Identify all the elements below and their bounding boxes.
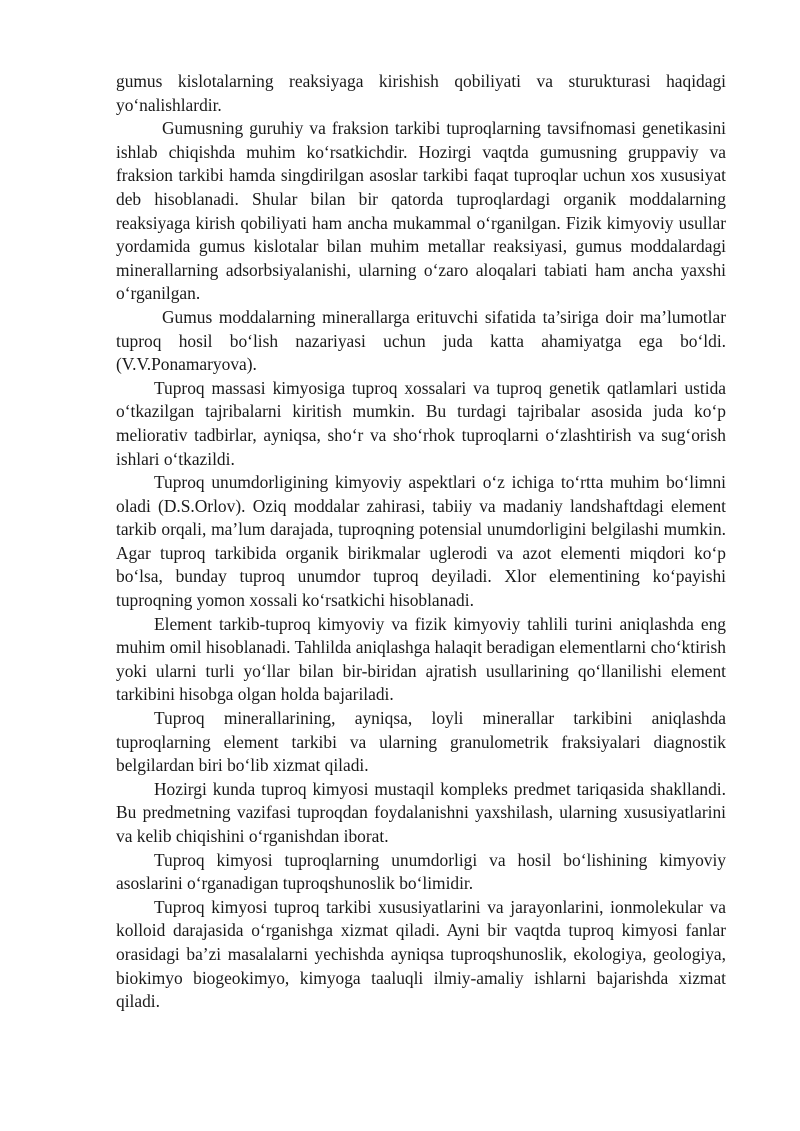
paragraph-element-tarkib: Element tarkib-tuproq kimyoviy va fizik kimyoviy tahlili turini aniqlashda eng muhim omil hisoblanadi. Tahlilda aniqlashga halaqit beradigan elementlarni cho‘ktirish yoki ularni turli yo‘llar bilan bir-biridan ajratish usullarining qo‘llanilishi element tarkibini hisobga olgan holda bajariladi. (116, 613, 726, 705)
paragraph-tuproq-massasi: Tuproq massasi kimyosiga tuproq xossalari va tuproq genetik qatlamlari ustida o‘tkazilgan tajribalarni kiritish mumkin. Bu turdagi tajribalar asosida juda ko‘p meliorativ tadbirlar, ayniqsa, sho‘r va sho‘rhok tuproqlarni o‘zlashtirish va sug‘orish ishlari o‘tkazildi. (116, 377, 726, 469)
paragraph-kompleks-predmet: Hozirgi kunda tuproq kimyosi mustaqil kompleks predmet tariqasida shakllandi. Bu predmetning vazifasi tuproqdan foydalanishni yaxshilash, ularning xususiyatlarini va kelib chiqishini o‘rganishdan iborat. (116, 778, 726, 846)
paragraph-tuproq-kimyosi-role: Tuproq kimyosi tuproq tarkibi xususiyatlarini va jarayonlarini, ionmolekular va kolloid darajasida o‘rganishga xizmat qiladi. Ayni bir vaqtda tuproq kimyosi fanlar orasidagi ba’zi masalalarni yechishda ayniqsa tuproqshunoslik, ekologiya, geologiya, biokimyo biogeokimyo, kimyoga taaluqli ilmiy-amaliy ishlarni bajarishda xizmat qiladi. (116, 896, 726, 1012)
paragraph-gumus-minerallar: Gumus moddalarning minerallarga erituvchi sifatida ta’siriga doir ma’lumotlar tuproq hosil bo‘lish nazariyasi uchun juda katta ahamiyatga ega bo‘ldi.(V.V.Ponamaryova). (116, 306, 726, 375)
document-page (116, 70, 726, 1014)
paragraph-tuproq-kimyosi-definition: Tuproq kimyosi tuproqlarning unumdorligi va hosil bo‘lishining kimyoviy asoslarini o‘rganadigan tuproqshunoslik bo‘limidir. (116, 849, 726, 894)
paragraph-minerallar: Tuproq minerallarining, ayniqsa, loyli minerallar tarkibini aniqlashda tuproqlarning element tarkibi va ularning granulometrik fraksiyalari diagnostik belgilardan biri bo‘lib xizmat qiladi. (116, 708, 726, 776)
paragraph-continuation: gumus kislotalarning reaksiyaga kirishish qobiliyati va sturukturasi haqidagi yo‘nalishlardir. (116, 71, 726, 115)
paragraph-unumdorlik: Tuproq unumdorligining kimyoviy aspektlari o‘z ichiga to‘rtta muhim bo‘limni oladi (D.S.Orlov). Oziq moddalar zahirasi, tabiiy va madaniy landshaftdagi element tarkib orqali, ma’lum darajada, tuproqning potensial unumdorligini belgilashi mumkin. Agar tuproq tarkibida organik birikmalar uglerodi va azot elementi miqdori ko‘p bo‘lsa, bunday tuproq unumdor tuproq deyiladi. Xlor elementining ko‘payishi tuproqning yomon xossali ko‘rsatkichi hisoblanadi. (116, 472, 726, 611)
paragraph-gumus-tarkibi: Gumusning guruhiy va fraksion tarkibi tuproqlarning tavsifnomasi genetikasini ishlab chiqishda muhim ko‘rsatkichdir. Hozirgi vaqtda gumusning gruppaviy va fraksion tarkibi hamda singdirilgan asoslar tarkibi faqat tuproqlar uchun xos xususiyat deb hisoblanadi. Shular bilan bir qatorda tuproqlardagi organik moddalarning reaksiyaga kirish qobiliyati ham ancha mukammal o‘rganilgan. Fizik kimyoviy usullar yordamida gumus kislotalar bilan muhim metallar reaksiyasi, gumus moddalardagi minerallarning adsorbsiyalanishi, ularning o‘zaro aloqalari tabiati ham ancha yaxshi o‘rganilgan. (116, 118, 726, 304)
